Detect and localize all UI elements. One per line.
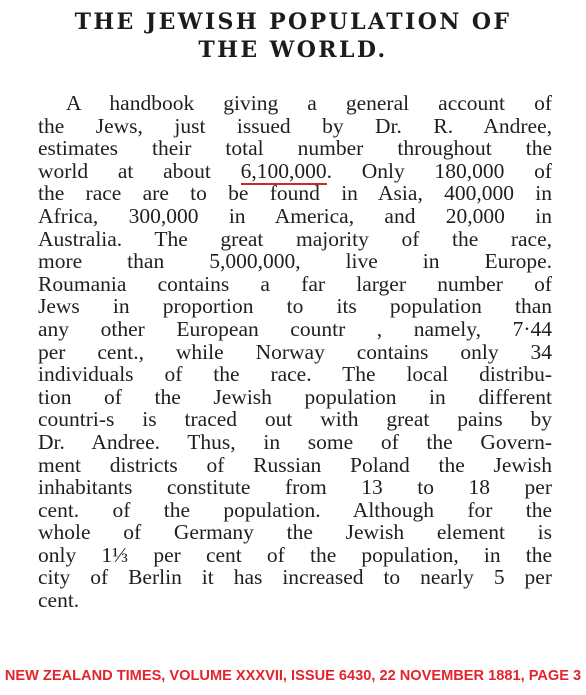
body-line: Dr. Andree. Thus, in some of the Govern-: [38, 429, 552, 454]
body-line: Australia. The great majority of the race,: [38, 226, 552, 251]
body-line: per cent., while Norway contains only 34: [38, 339, 552, 364]
body-line: inhabitants constitute from 13 to 18 per: [38, 475, 552, 500]
body-line: cent.: [38, 588, 80, 613]
body-line: A handbook giving a general account of: [66, 91, 552, 115]
article-body: [38, 92, 552, 612]
body-line: countri-s is traced out with great pains by: [38, 407, 552, 432]
body-line: any other European countr , namely, 7·44: [38, 316, 552, 341]
article-title-line-2: THE WORLD.: [198, 37, 388, 63]
body-line: the race are to be found in Asia, 400,000 in: [38, 181, 552, 206]
body-line-with-highlight: [38, 160, 552, 183]
body-line: only 1⅓ per cent of the population, in the: [38, 542, 552, 567]
body-line: more than 5,000,000, live in Europe.: [38, 249, 552, 274]
body-line: cent. of the population. Although for the: [38, 497, 552, 522]
highlighted-population-figure: 6,100,000: [240, 158, 327, 183]
body-line: whole of Germany the Jewish element is: [38, 520, 552, 545]
body-line: individuals of the race. The local distribu-: [38, 362, 552, 387]
source-caption: NEW ZEALAND TIMES, VOLUME XXXVII, ISSUE 6430, 22 NOVEMBER 1881, PAGE 3: [4, 668, 582, 684]
body-line: Roumania contains a far larger number of: [38, 271, 552, 296]
body-line: city of Berlin it has increased to nearly 5 per: [38, 565, 552, 590]
body-line: Africa, 300,000 in America, and 20,000 in: [38, 203, 552, 228]
body-line: estimates their total number throughout the: [38, 136, 552, 161]
article-title-line-1: THE JEWISH POPULATION OF: [74, 9, 512, 35]
body-line: Jews in proportion to its population than: [38, 294, 552, 319]
body-line: the Jews, just issued by Dr. R. Andree,: [38, 113, 552, 138]
body-text: world at about: [38, 158, 211, 183]
body-line: tion of the Jewish population in different: [38, 384, 552, 409]
body-text: . Only 180,000 of: [326, 158, 552, 183]
body-line: ment districts of Russian Poland the Jewish: [38, 452, 552, 477]
